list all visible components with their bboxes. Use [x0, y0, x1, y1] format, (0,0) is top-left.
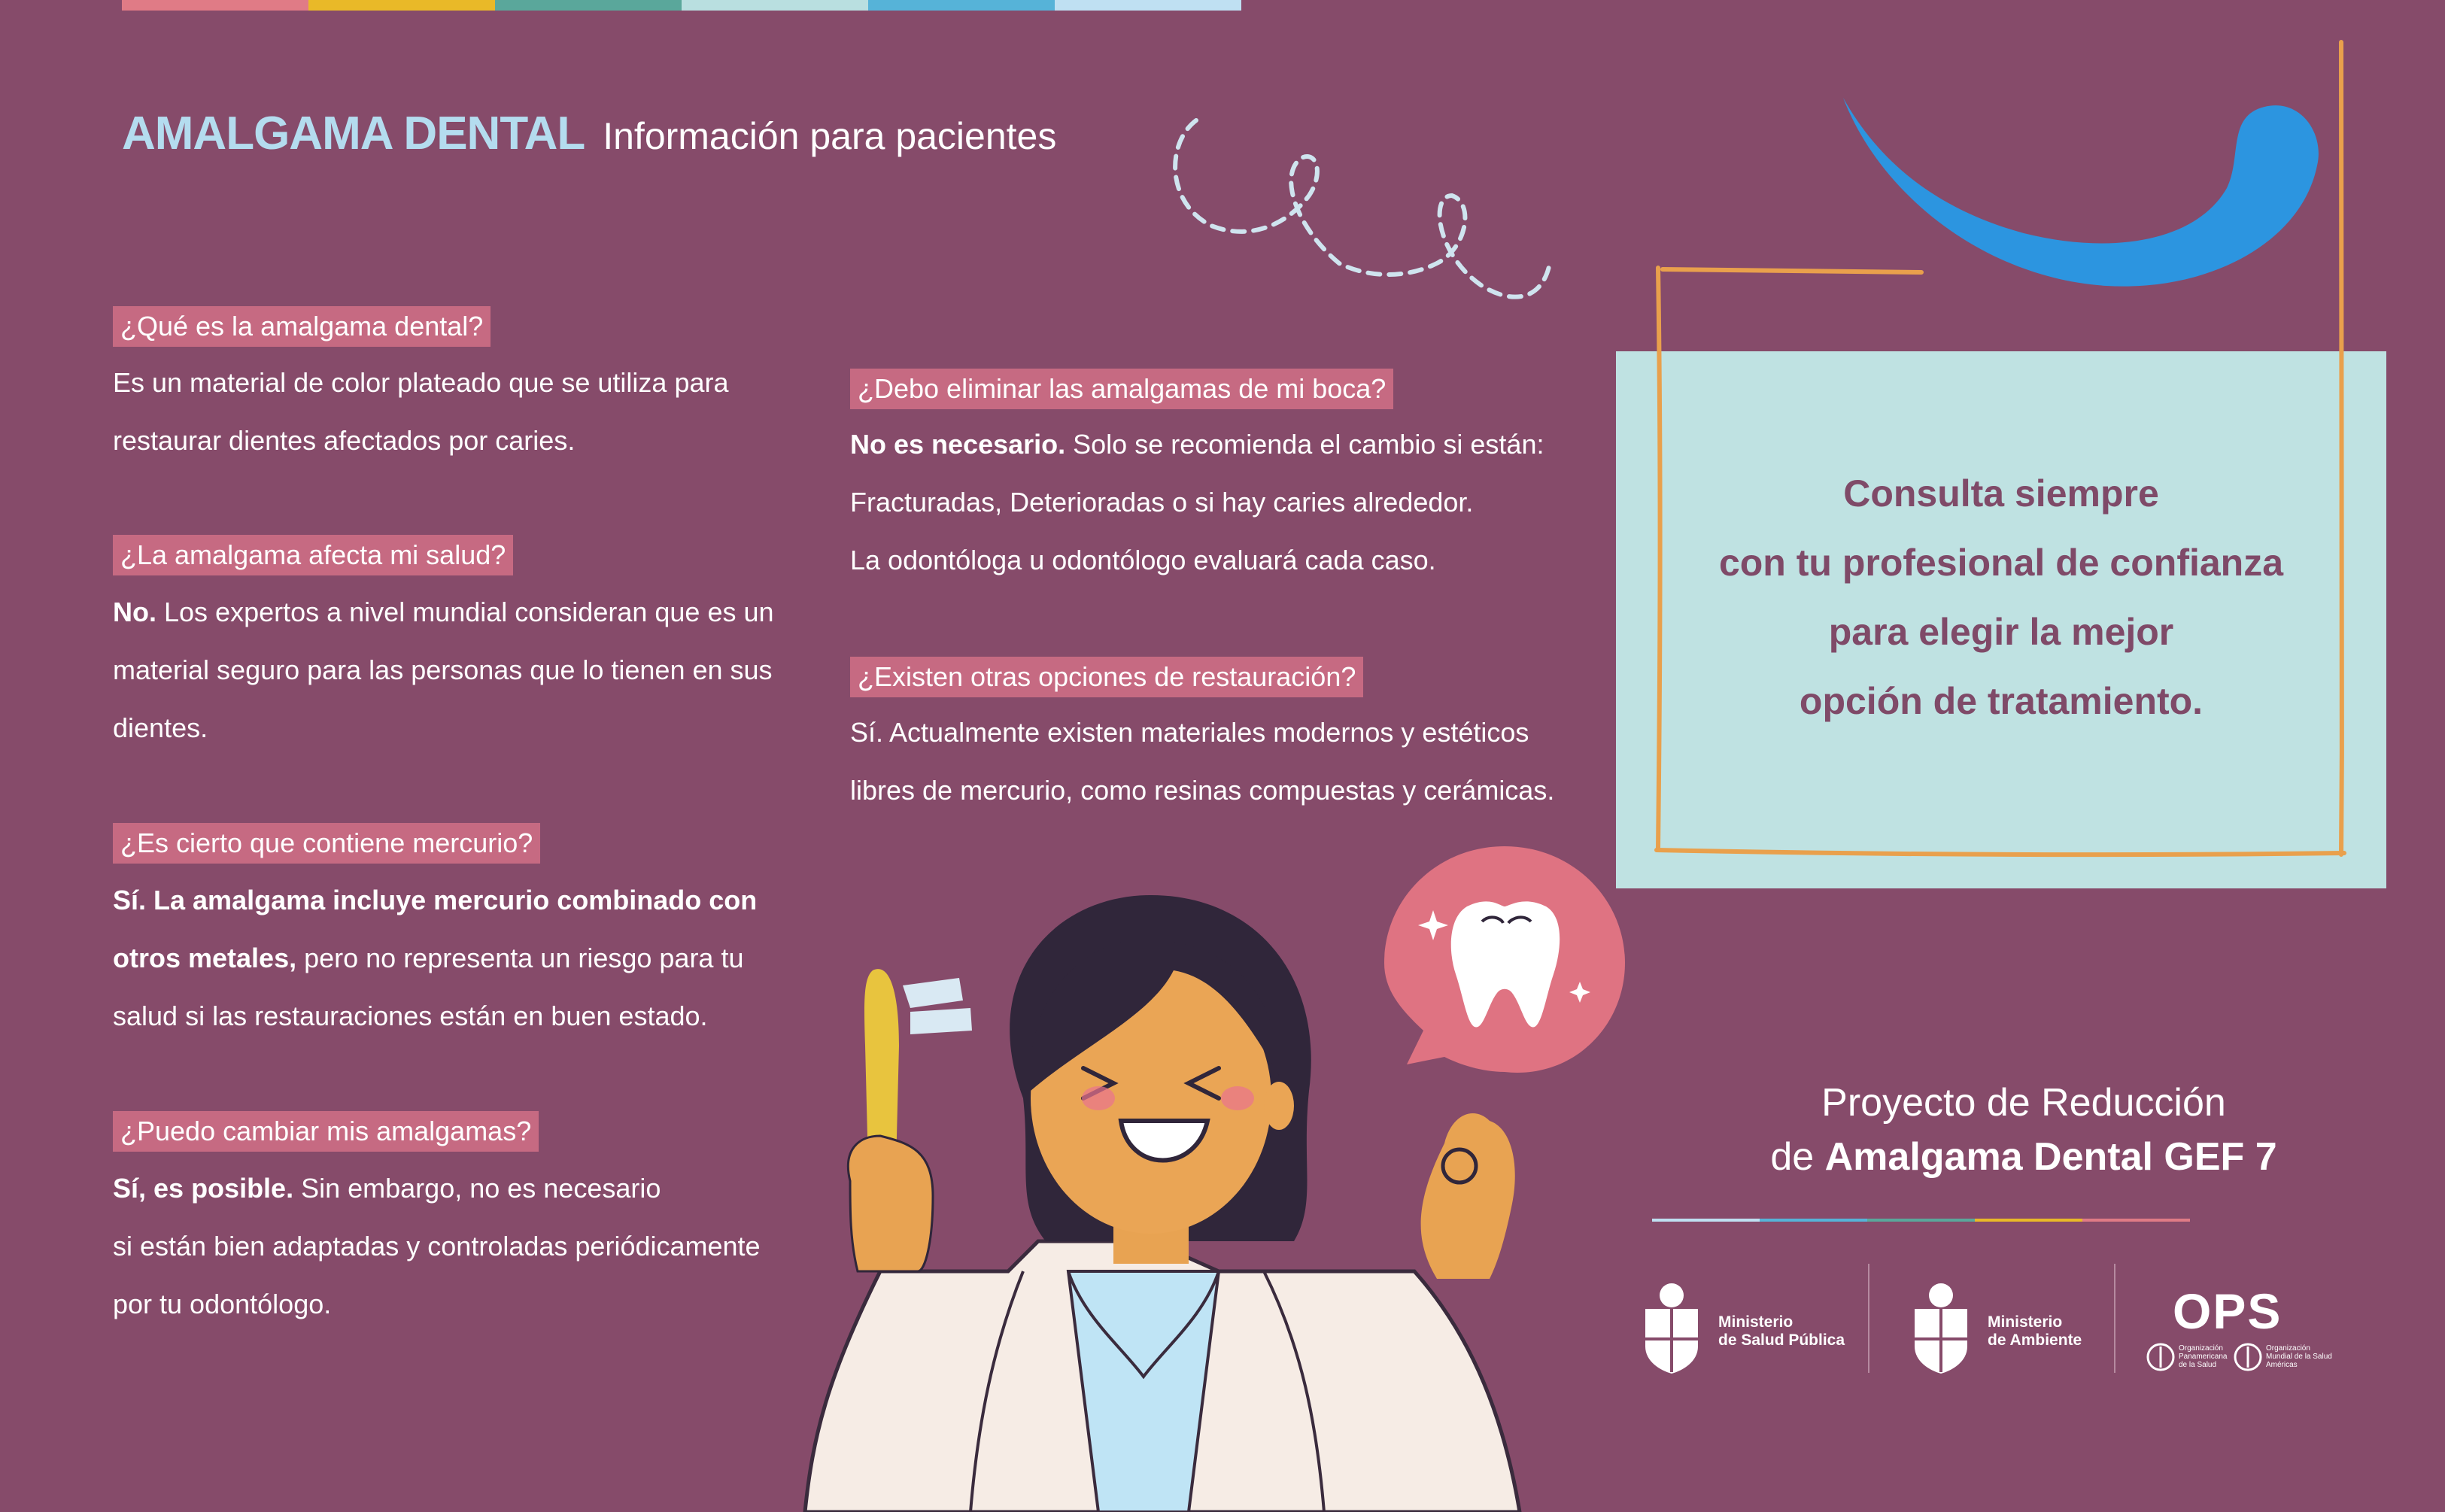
question-label: ¿Puedo cambiar mis amalgamas?	[113, 1111, 539, 1152]
logo-line: de Ambiente	[1988, 1331, 2082, 1349]
logo-line: de Salud Pública	[1718, 1331, 1845, 1349]
ops-sub-line: Américas	[2266, 1361, 2298, 1369]
coat-of-arms-icon	[1634, 1279, 1709, 1377]
question-label: ¿Es cierto que contiene mercurio?	[113, 823, 540, 864]
callout-message	[1616, 459, 2386, 736]
answer-text: libres de mercurio, como resinas compuestas y cerámicas.	[850, 775, 1555, 806]
answer-text: salud si las restauraciones están en buen estado.	[113, 1000, 708, 1031]
stripe-segment	[308, 0, 495, 11]
page-title	[122, 107, 1056, 160]
project-line-1: Proyecto de Reducción	[1821, 1081, 2226, 1125]
callout-line: para elegir la mejor	[1828, 611, 2174, 653]
logo-salud-text	[1718, 1313, 1845, 1350]
logo-ambiente-text	[1988, 1313, 2082, 1350]
answer-text	[113, 1159, 661, 1217]
answer-text: La odontóloga u odontólogo evaluará cada caso.	[850, 545, 1436, 575]
ops-sub-line: Panamericana	[2179, 1353, 2228, 1361]
color-divider	[1652, 1219, 2190, 1222]
stripe-segment	[495, 0, 682, 11]
answer-lead: Sí, es posible.	[113, 1173, 294, 1204]
answer-rest: Solo se recomienda el cambio si están:	[1065, 429, 1544, 460]
ops-sub-line: de la Salud	[2179, 1361, 2217, 1369]
ops-logo: OPS	[2173, 1283, 2283, 1339]
ops-org-who	[2266, 1344, 2332, 1369]
answer-lead: Sí. La amalgama incluye mercurio combinado con	[113, 885, 758, 915]
ops-sub-line: Organización	[2179, 1344, 2223, 1353]
answer-rest: Los expertos a nivel mundial consideran que es un	[156, 597, 774, 627]
logo-line: Ministerio	[1988, 1313, 2063, 1331]
answer-lead: No.	[113, 597, 156, 627]
coat-of-arms-icon	[1903, 1279, 1979, 1377]
title-main: AMALGAMA DENTAL	[122, 108, 585, 159]
dashed-swirl-icon	[1166, 113, 1565, 308]
logo-separator	[2114, 1264, 2115, 1373]
divider-segment	[1867, 1219, 1975, 1222]
answer-lead: No es necesario.	[850, 429, 1066, 460]
who-emblem-icon	[2233, 1342, 2263, 1372]
callout-line: Consulta siempre	[1843, 472, 2159, 515]
divider-segment	[1652, 1219, 1760, 1222]
project-line-2	[1648, 1130, 2400, 1184]
question-label: ¿Existen otras opciones de restauración?	[850, 657, 1363, 697]
title-subtitle: Información para pacientes	[603, 115, 1057, 157]
answer-text: si están bien adaptadas y controladas periódicamente	[113, 1231, 761, 1262]
project-line-2-bold: Amalgama Dental GEF 7	[1824, 1135, 2277, 1179]
answer-text: material seguro para las personas que lo tienen en sus	[113, 654, 773, 685]
callout-line: opción de tratamiento.	[1799, 680, 2204, 722]
answer-text: restaurar dientes afectados por caries.	[113, 425, 576, 456]
stripe-segment	[122, 0, 308, 11]
ops-sub-line: Mundial de la Salud	[2266, 1353, 2332, 1361]
ops-org-paho	[2179, 1344, 2227, 1369]
answer-rest: Sin embargo, no es necesario	[293, 1173, 661, 1204]
answer-text: Sí. Actualmente existen materiales modernos y estéticos	[850, 717, 1529, 748]
question-label: ¿Qué es la amalgama dental?	[113, 306, 491, 347]
question-label: ¿Debo eliminar las amalgamas de mi boca?	[850, 369, 1393, 409]
answer-text	[113, 583, 774, 641]
divider-segment	[2082, 1219, 2190, 1222]
hand-left	[848, 1136, 933, 1271]
callout-frame	[1648, 38, 2355, 865]
answer-text	[850, 415, 1544, 473]
stripe-segment	[868, 0, 1055, 11]
tooth-speech-bubble-icon	[1377, 839, 1633, 1079]
ops-sub-line: Organización	[2266, 1344, 2310, 1353]
question-label: ¿La amalgama afecta mi salud?	[113, 535, 513, 575]
divider-segment	[1760, 1219, 1867, 1222]
top-color-stripe	[122, 0, 1241, 11]
answer-text: Es un material de color plateado que se utiliza para	[113, 367, 729, 398]
answer-rest: pero no representa un riesgo para tu	[296, 943, 744, 973]
answer-text: por tu odontólogo.	[113, 1289, 332, 1319]
answer-text	[113, 929, 743, 987]
answer-lead: otros metales,	[113, 943, 297, 973]
logo-line: Ministerio	[1718, 1313, 1794, 1331]
answer-text: dientes.	[113, 712, 208, 743]
project-name	[1648, 1076, 2400, 1184]
logo-separator	[1868, 1264, 1869, 1373]
project-line-2-prefix: de	[1770, 1135, 1825, 1179]
answer-text	[113, 871, 757, 929]
callout-line: con tu profesional de confianza	[1718, 542, 2284, 584]
divider-segment	[1975, 1219, 2082, 1222]
answer-text: Fracturadas, Deterioradas o si hay caries alrededor.	[850, 487, 1474, 518]
who-emblem-icon	[2146, 1342, 2176, 1372]
hand-right	[1421, 1113, 1515, 1279]
stripe-segment	[1055, 0, 1241, 11]
stripe-segment	[682, 0, 868, 11]
